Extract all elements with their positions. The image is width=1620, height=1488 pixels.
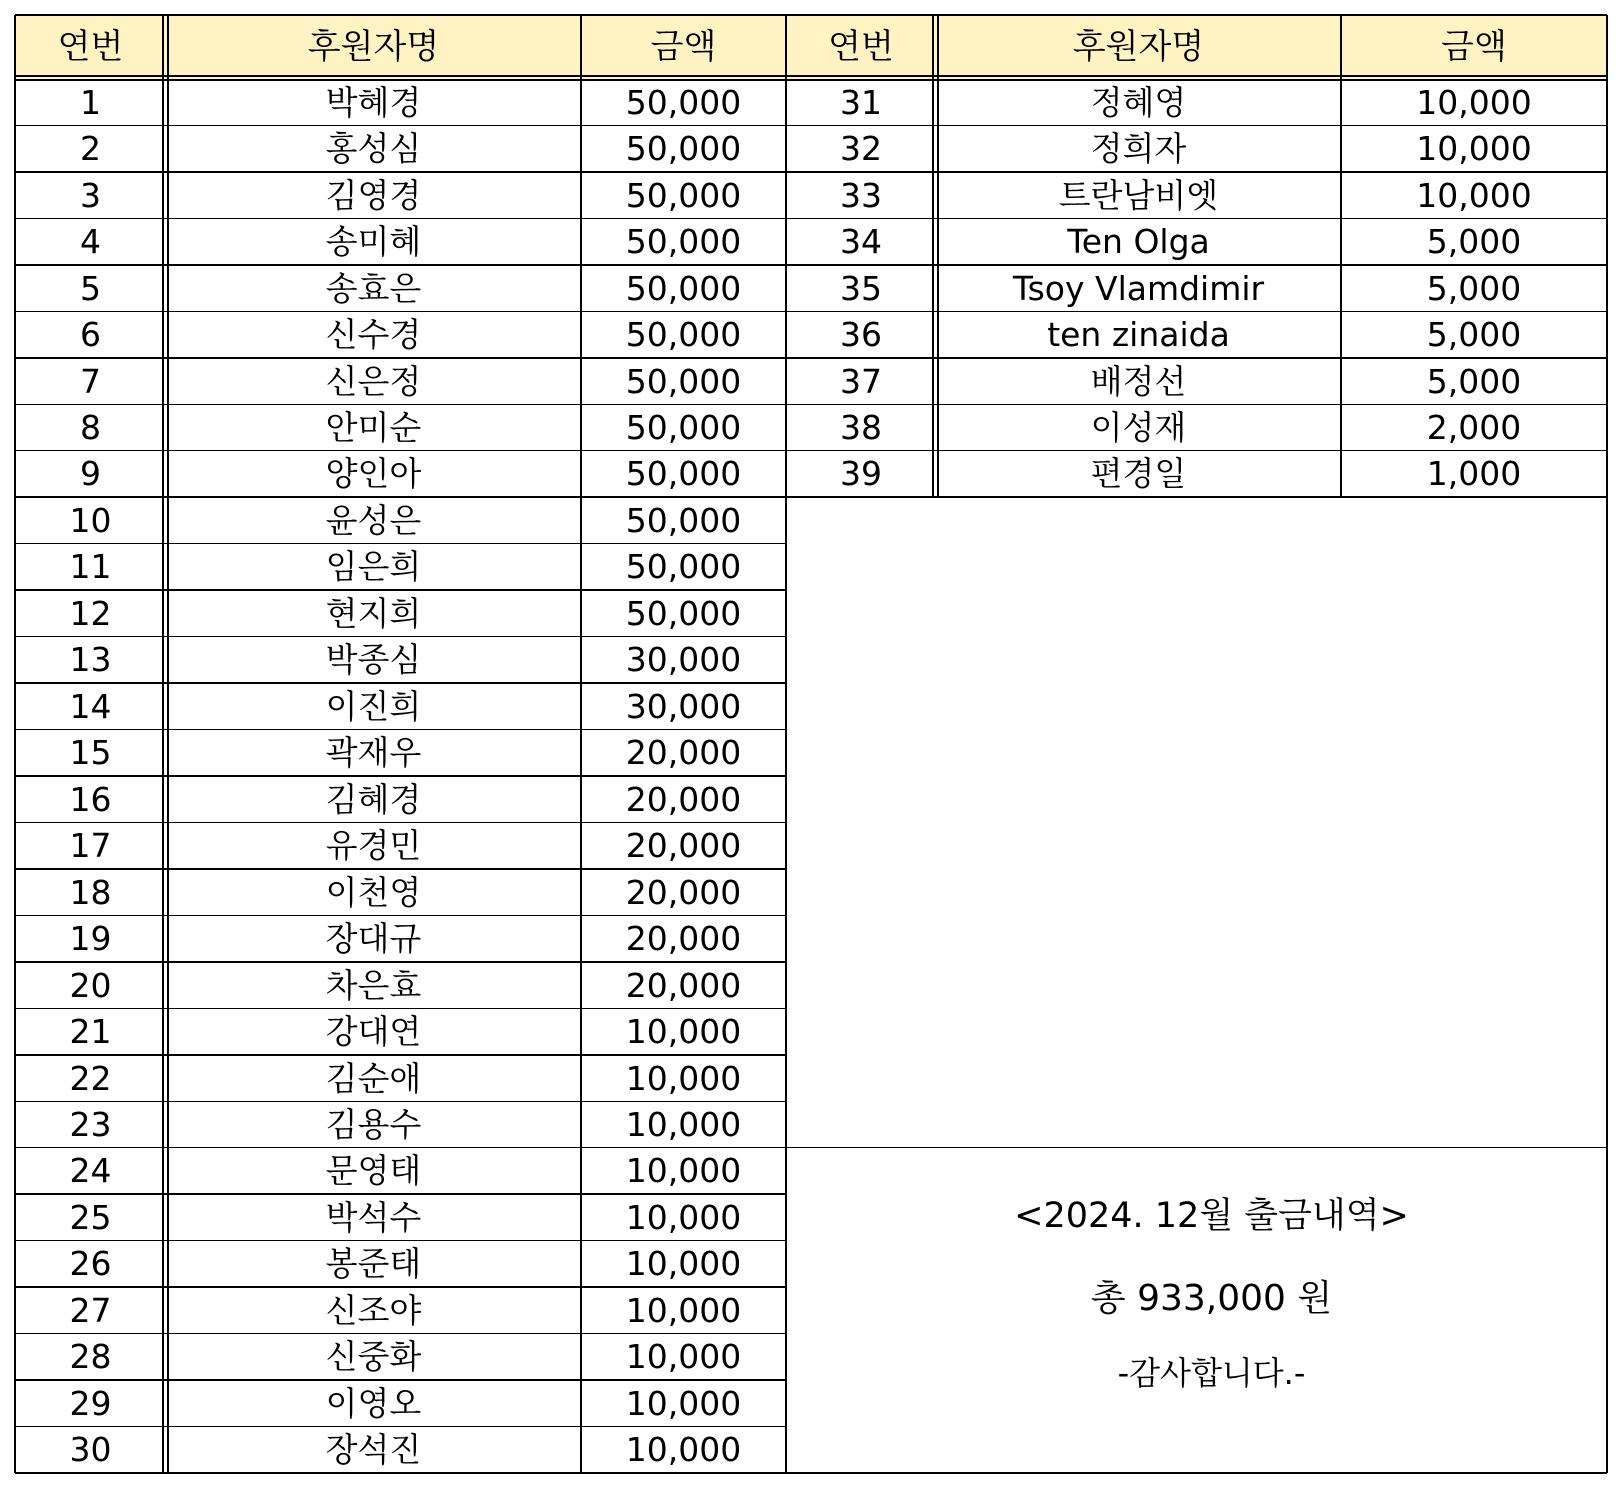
row-name-cell: 배정선 [1090, 361, 1187, 401]
row-amount-cell: 30,000 [625, 686, 742, 726]
grid-line [786, 311, 1607, 313]
row-no-cell: 36 [840, 315, 882, 355]
header-right-amount: 금액 [1341, 15, 1607, 79]
row-no-cell: 6 [80, 315, 101, 355]
grid-line [15, 589, 786, 591]
row-amount-cell: 5,000 [1426, 315, 1522, 355]
row-no-cell: 27 [69, 1290, 112, 1330]
grid-line [15, 1147, 786, 1149]
grid-line [15, 450, 786, 452]
row-name-cell: 박석수 [325, 1197, 422, 1237]
header-right-name: 후원자명 [936, 15, 1341, 79]
grid-line [786, 404, 1607, 406]
grid-line [15, 218, 786, 220]
summary-title: <2024. 12월 출금내역> [1014, 1195, 1409, 1236]
grid-line [15, 14, 1607, 16]
row-name-cell: 곽재우 [325, 733, 422, 773]
row-amount-cell: 10,000 [625, 1290, 742, 1330]
row-no-cell: 8 [80, 407, 101, 447]
row-no-cell: 12 [69, 593, 112, 633]
header-left-amount: 금액 [581, 15, 786, 79]
grid-line [15, 915, 786, 917]
row-name-cell: 신수경 [325, 315, 422, 355]
row-amount-cell: 50,000 [625, 547, 742, 587]
row-no-cell: 26 [69, 1244, 112, 1284]
summary-thanks: -감사합니다.- [1117, 1353, 1306, 1392]
grid-line [15, 682, 786, 684]
row-name-cell: 신은정 [325, 361, 422, 401]
row-amount-cell: 50,000 [625, 361, 742, 401]
grid-line [15, 125, 786, 127]
row-amount-cell: 10,000 [1416, 129, 1532, 169]
row-amount-cell: 50,000 [625, 222, 742, 262]
row-name-cell: 홍성심 [325, 129, 422, 169]
grid-line [786, 218, 1607, 220]
row-name-cell: 장대규 [325, 919, 422, 959]
row-no-cell: 10 [69, 500, 112, 540]
header-left-name: 후원자명 [166, 15, 581, 79]
row-no-cell: 7 [80, 361, 101, 401]
row-amount-cell: 50,000 [625, 315, 742, 355]
row-name-cell: 양인아 [325, 454, 422, 494]
row-no-cell: 32 [840, 129, 882, 169]
row-name-cell: 이진희 [325, 686, 422, 726]
row-no-cell: 15 [69, 733, 112, 773]
row-amount-cell: 50,000 [625, 500, 742, 540]
row-name-cell: 박종심 [325, 640, 422, 680]
row-amount-cell: 10,000 [625, 1383, 742, 1423]
grid-line [15, 171, 786, 173]
row-name-cell: 장석진 [325, 1430, 422, 1470]
row-no-cell: 34 [840, 222, 882, 262]
row-name-cell: 임은희 [325, 547, 422, 587]
grid-line [15, 79, 1607, 81]
row-name-cell: 신조야 [325, 1290, 422, 1330]
grid-line [15, 1193, 786, 1195]
row-name-cell: 송미혜 [325, 222, 422, 262]
grid-line [15, 75, 1607, 77]
row-no-cell: 3 [80, 175, 101, 215]
row-no-cell: 2 [80, 129, 101, 169]
row-no-cell: 29 [69, 1383, 112, 1423]
grid-line [786, 125, 1607, 127]
row-name-cell: 이영오 [325, 1383, 422, 1423]
grid-line [162, 15, 164, 1473]
grid-line [15, 357, 786, 359]
grid-line [15, 1379, 786, 1381]
row-amount-cell: 1,000 [1426, 454, 1522, 494]
grid-line [786, 171, 1607, 173]
row-name-cell: ten zinaida [1047, 315, 1230, 355]
grid-line [786, 264, 1607, 266]
row-no-cell: 20 [69, 965, 112, 1005]
grid-line [15, 961, 786, 963]
row-name-cell: 현지희 [325, 593, 422, 633]
grid-line [786, 1147, 1607, 1149]
row-name-cell: 이천영 [325, 872, 422, 912]
row-name-cell: 봉준태 [325, 1244, 422, 1284]
grid-line [15, 1054, 786, 1056]
row-no-cell: 28 [69, 1337, 112, 1377]
row-no-cell: 25 [69, 1197, 112, 1237]
grid-line [786, 496, 1607, 498]
grid-line [15, 404, 786, 406]
grid-line [785, 15, 787, 1473]
row-amount-cell: 30,000 [625, 640, 742, 680]
grid-line [15, 1240, 786, 1242]
row-name-cell: 송효은 [325, 268, 422, 308]
row-no-cell: 24 [69, 1151, 112, 1191]
row-name-cell: 유경민 [325, 826, 422, 866]
row-amount-cell: 5,000 [1426, 268, 1522, 308]
row-no-cell: 13 [69, 640, 112, 680]
grid-line [15, 775, 786, 777]
row-amount-cell: 50,000 [625, 454, 742, 494]
row-no-cell: 33 [840, 175, 882, 215]
row-name-cell: 편경일 [1090, 454, 1187, 494]
row-name-cell: 김순애 [325, 1058, 422, 1098]
row-amount-cell: 5,000 [1426, 361, 1522, 401]
row-amount-cell: 2,000 [1426, 407, 1522, 447]
row-name-cell: 이성재 [1090, 407, 1187, 447]
grid-line [15, 1008, 786, 1010]
grid-line [580, 15, 582, 1473]
grid-line [15, 543, 786, 545]
row-amount-cell: 50,000 [625, 175, 742, 215]
summary-total: 총 933,000 원 [1090, 1277, 1333, 1319]
row-amount-cell: 10,000 [625, 1058, 742, 1098]
row-no-cell: 17 [69, 826, 112, 866]
grid-line [15, 496, 786, 498]
row-no-cell: 39 [840, 454, 882, 494]
row-amount-cell: 20,000 [625, 779, 742, 819]
row-amount-cell: 10,000 [625, 1012, 742, 1052]
row-no-cell: 31 [840, 82, 882, 122]
row-amount-cell: 10,000 [625, 1244, 742, 1284]
grid-line [786, 450, 1607, 452]
grid-line [932, 15, 934, 497]
header-left-no: 연번 [15, 15, 166, 79]
grid-line [15, 1333, 786, 1335]
row-name-cell: 문영태 [325, 1151, 422, 1191]
row-no-cell: 22 [69, 1058, 112, 1098]
row-amount-cell: 20,000 [625, 872, 742, 912]
row-amount-cell: 50,000 [625, 407, 742, 447]
grid-line [14, 15, 16, 1473]
row-amount-cell: 50,000 [625, 129, 742, 169]
row-name-cell: 김영경 [325, 175, 422, 215]
row-name-cell: 안미순 [325, 407, 422, 447]
row-amount-cell: 50,000 [625, 268, 742, 308]
row-no-cell: 21 [69, 1012, 112, 1052]
row-name-cell: 차은효 [325, 965, 422, 1005]
grid-line [937, 15, 939, 497]
row-amount-cell: 10,000 [625, 1197, 742, 1237]
row-no-cell: 35 [840, 268, 882, 308]
row-no-cell: 9 [80, 454, 101, 494]
grid-line [1340, 15, 1342, 497]
row-amount-cell: 20,000 [625, 919, 742, 959]
grid-line [15, 311, 786, 313]
header-right-no: 연번 [786, 15, 936, 79]
row-amount-cell: 10,000 [625, 1151, 742, 1191]
row-amount-cell: 20,000 [625, 733, 742, 773]
row-no-cell: 5 [80, 268, 101, 308]
row-no-cell: 19 [69, 919, 112, 959]
grid-line [15, 1426, 786, 1428]
donor-table [15, 15, 1607, 1473]
grid-line [15, 1101, 786, 1103]
row-name-cell: 박혜경 [325, 82, 422, 122]
row-no-cell: 16 [69, 779, 112, 819]
row-name-cell: 정희자 [1090, 129, 1187, 169]
row-amount-cell: 50,000 [625, 82, 742, 122]
row-amount-cell: 10,000 [1416, 82, 1532, 122]
row-name-cell: 윤성은 [325, 500, 422, 540]
row-no-cell: 14 [69, 686, 112, 726]
grid-line [15, 868, 786, 870]
grid-line [15, 636, 786, 638]
row-name-cell: 강대연 [325, 1012, 422, 1052]
grid-line [786, 357, 1607, 359]
grid-line [15, 1472, 1607, 1474]
grid-line [1606, 15, 1608, 1473]
row-name-cell: 김혜경 [325, 779, 422, 819]
row-amount-cell: 50,000 [625, 593, 742, 633]
row-name-cell: 신중화 [325, 1337, 422, 1377]
row-name-cell: 정혜영 [1090, 82, 1187, 122]
row-amount-cell: 20,000 [625, 965, 742, 1005]
row-amount-cell: 20,000 [625, 826, 742, 866]
row-name-cell: Ten Olga [1067, 222, 1210, 262]
row-amount-cell: 10,000 [1416, 175, 1532, 215]
row-no-cell: 38 [840, 407, 882, 447]
grid-line [15, 822, 786, 824]
row-no-cell: 37 [840, 361, 882, 401]
row-amount-cell: 10,000 [625, 1430, 742, 1470]
grid-line [15, 729, 786, 731]
row-no-cell: 1 [80, 82, 101, 122]
row-no-cell: 11 [69, 547, 112, 587]
row-no-cell: 4 [80, 222, 101, 262]
row-no-cell: 23 [69, 1104, 112, 1144]
grid-line [15, 1286, 786, 1288]
row-amount-cell: 10,000 [625, 1337, 742, 1377]
grid-line [15, 264, 786, 266]
row-amount-cell: 10,000 [625, 1104, 742, 1144]
row-no-cell: 30 [69, 1430, 112, 1470]
row-amount-cell: 5,000 [1426, 222, 1522, 262]
grid-line [167, 15, 169, 1473]
row-name-cell: Tsoy Vlamdimir [1012, 268, 1265, 308]
row-name-cell: 김용수 [325, 1104, 422, 1144]
row-no-cell: 18 [69, 872, 112, 912]
row-name-cell: 트란남비엣 [1058, 175, 1219, 215]
